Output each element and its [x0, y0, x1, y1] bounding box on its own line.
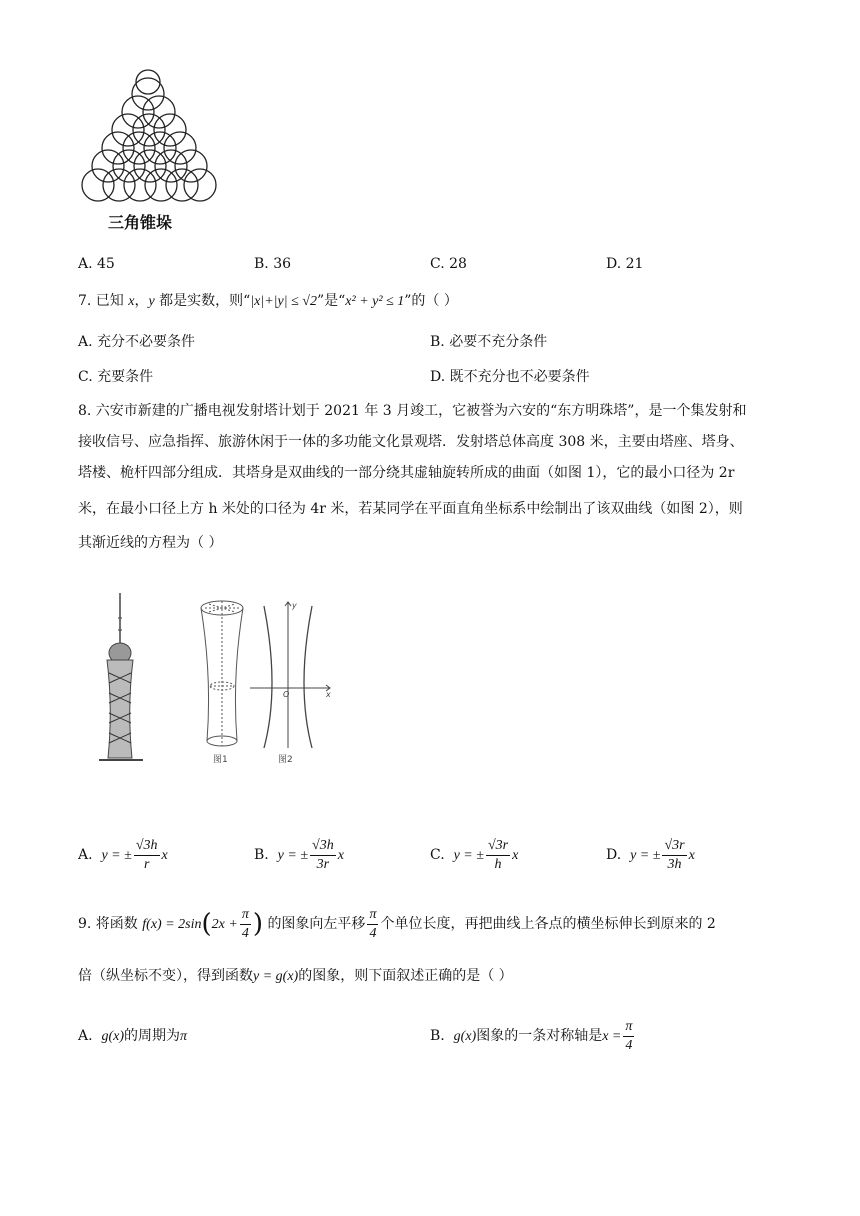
fig2-label: 图2: [278, 755, 293, 765]
q7-expr2: x² + y² ≤ 1: [345, 294, 405, 309]
fig2-origin: O: [283, 690, 290, 699]
q7-var-x: x: [128, 294, 135, 309]
fig1-label: 图1: [213, 755, 228, 765]
q8-option-b: B. y = ± $\frac{√3h}{3r}$ x: [254, 837, 344, 872]
q7-text-c: ”是“: [316, 293, 346, 309]
q6-option-c: C. 28: [430, 256, 467, 272]
q7-option-d: D. 既不充分也不必要条件: [430, 369, 590, 385]
q6-option-b: B. 36: [254, 256, 292, 272]
pyramid-caption: 三角锥垛: [108, 213, 173, 232]
q9-text-a: 的图象向左平移: [267, 916, 366, 932]
q7-text-b: 都是实数，则“: [159, 293, 251, 309]
q8-option-a: A. y = ± $\frac{√3h}{r}$ x: [78, 837, 168, 872]
pyramid-figure: [78, 68, 223, 233]
q9-option-b: B. g(x)图象的一条对称轴是x = $\frac{\pi}{4}$: [430, 1018, 633, 1053]
q7-text-d: ”的（ ）: [404, 293, 458, 309]
q8-line-1: 8. 六安市新建的广播电视发射塔计划于 2021 年 3 月竣工，它被誉为六安的“东方明珠塔”，是一个集发射和: [78, 403, 747, 419]
q9-line-1: 9. 将函数 f(x) = 2sin(2x + $\frac{\pi}{4}$ ) 的图象向左平移 $\frac{\pi}{4}$ 个单位长度，再把曲线上各点的横坐标伸长到原来的 2: [78, 906, 716, 941]
q9-gx: y = g(x): [253, 969, 299, 984]
q9-option-a: A. g(x)的周期为π: [78, 1028, 188, 1044]
q7-option-a: A. 充分不必要条件: [78, 334, 196, 350]
q7-option-c: C. 充要条件: [78, 369, 154, 385]
q9-line-2: 倍（纵坐标不变），得到函数y = g(x)的图象，则下面叙述正确的是（ ）: [78, 968, 513, 984]
q8-line-3: 塔楼、桅杆四部分组成．其塔身是双曲线的一部分绕其虚轴旋转所成的曲面（如图 1），它的最小口径为 2r: [78, 465, 735, 481]
q9-func: f(x) = 2sin: [142, 917, 202, 932]
q9-text-b: 个单位长度，再把曲线上各点的横坐标伸长到原来的 2: [380, 916, 716, 932]
hyperboloid-figure-1: [195, 596, 255, 766]
q7-option-b: B. 必要不充分条件: [430, 334, 548, 350]
q8-line-2: 接收信号、应急指挥、旅游休闲于一体的多功能文化景观塔．发射塔总体高度 308 米，主要由塔座、塔身、: [78, 434, 744, 450]
q7-var-y: y: [148, 294, 155, 309]
q8-option-c: C. y = ± $\frac{√3r}{h}$ x: [430, 837, 519, 872]
q8-line-4: 米，在最小口径上方 h 米处的口径为 4r 米，若某同学在平面直角坐标系中绘制出了该双曲线（如图 2），则: [78, 501, 743, 517]
tower-figure: [95, 588, 175, 768]
q8-option-d: D. y = ± $\frac{√3r}{3h}$ x: [606, 837, 695, 872]
q6-option-d: D. 21: [606, 256, 644, 272]
q8-line-5: 其渐近线的方程为（ ）: [78, 535, 223, 551]
fig2-y-label: y: [292, 601, 297, 610]
q7-text-a: 7. 已知: [78, 293, 124, 309]
q6-option-a: A. 45: [78, 256, 115, 272]
hyperbola-figure-2: [250, 598, 335, 768]
fig2-x-label: x: [326, 690, 331, 699]
q9-prefix: 9. 将函数: [78, 916, 138, 932]
q7-stem: 7. 已知 x，y 都是实数，则“|x|+|y| ≤ √2”是“x² + y² ≤ 1”的（ ）: [78, 293, 458, 309]
q7-expr1: |x|+|y| ≤ √2: [250, 294, 317, 309]
